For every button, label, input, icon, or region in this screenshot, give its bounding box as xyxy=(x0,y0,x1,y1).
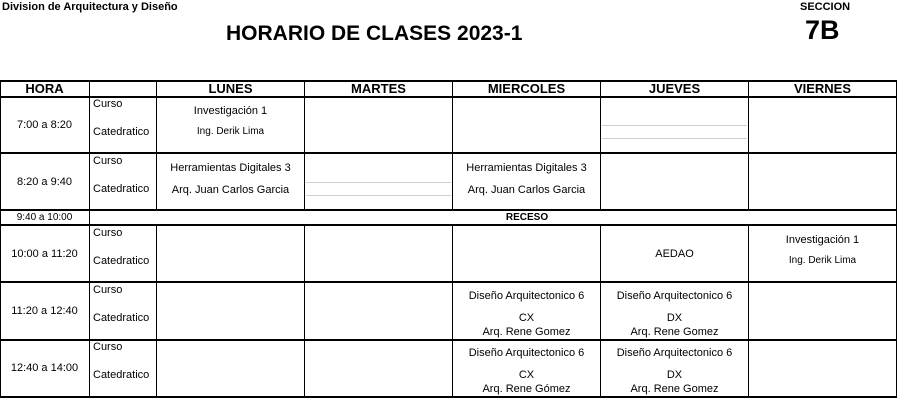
course-name: Diseño Arquitectonico 6 xyxy=(616,347,733,359)
course-name: Diseño Arquitectonico 6 xyxy=(468,347,585,359)
course-name: Investigación 1 xyxy=(193,105,268,117)
cell-divider xyxy=(602,138,747,139)
teacher-name: Ing. Derik Lima xyxy=(196,126,265,137)
schedule-table xyxy=(0,80,897,398)
row-label-course: Curso xyxy=(93,98,123,110)
table-rule xyxy=(304,225,305,398)
class-cell xyxy=(453,341,600,396)
class-cell xyxy=(157,97,304,152)
header-hora: HORA xyxy=(25,81,64,96)
table-rule xyxy=(304,80,305,209)
page-title: HORARIO DE CLASES 2023-1 xyxy=(226,22,523,45)
row-label-course: Curso xyxy=(93,341,123,353)
row-label-course: Curso xyxy=(93,155,123,167)
row-label-teacher: Catedratico xyxy=(93,312,150,324)
table-rule xyxy=(156,225,157,398)
group-code: CX xyxy=(518,312,535,324)
table-rule xyxy=(0,339,897,341)
header-day-lunes: LUNES xyxy=(208,81,253,96)
cell-divider xyxy=(602,125,747,126)
time-slot: 12:40 a 14:00 xyxy=(10,362,79,374)
section-label: SECCION xyxy=(800,1,851,13)
class-cell xyxy=(453,283,600,339)
class-cell xyxy=(749,226,896,281)
cell-divider xyxy=(306,195,451,196)
cell-divider xyxy=(306,182,451,183)
table-rule xyxy=(0,152,897,154)
table-rule xyxy=(0,281,897,283)
group-code: DX xyxy=(666,312,683,324)
table-rule xyxy=(0,209,897,211)
class-cell xyxy=(601,283,748,339)
row-label-teacher: Catedratico xyxy=(93,183,150,195)
section-value: 7B xyxy=(805,15,840,45)
header-day-jueves: JUEVES xyxy=(648,81,701,96)
row-label-teacher: Catedratico xyxy=(93,126,150,138)
group-code: DX xyxy=(666,369,683,381)
table-rule xyxy=(89,80,90,398)
teacher-name: Ing. Derik Lima xyxy=(788,255,857,266)
class-cell xyxy=(453,154,600,209)
header-day-viernes: VIERNES xyxy=(793,81,852,96)
class-cell xyxy=(157,154,304,209)
table-rule xyxy=(748,80,749,209)
header-day-martes: MARTES xyxy=(351,81,406,96)
class-cell xyxy=(601,226,748,281)
table-rule xyxy=(0,396,897,398)
row-label-teacher: Catedratico xyxy=(93,255,150,267)
teacher-name: Arq. Rene Gomez xyxy=(482,326,571,338)
row-label-course: Curso xyxy=(93,284,123,296)
course-name: Herramientas Digitales 3 xyxy=(170,162,291,174)
teacher-name: Arq. Rene Gomez xyxy=(630,326,719,338)
time-slot: 8:20 a 9:40 xyxy=(16,176,73,188)
time-slot: 7:00 a 8:20 xyxy=(16,119,73,131)
row-label-course: Curso xyxy=(93,227,123,239)
course-name: Investigación 1 xyxy=(785,234,860,246)
table-rule xyxy=(0,96,897,98)
header-day-miercoles: MIERCOLES xyxy=(487,81,566,96)
time-slot: 10:00 a 11:20 xyxy=(11,248,78,260)
teacher-name: Arq. Juan Carlos Garcia xyxy=(171,184,290,196)
table-rule xyxy=(600,80,601,209)
teacher-name: Arq. Rene Gomez xyxy=(630,383,719,395)
table-rule xyxy=(896,80,897,398)
class-cell xyxy=(601,341,748,396)
time-slot: 11:20 a 12:40 xyxy=(11,305,78,317)
break-time: 9:40 a 10:00 xyxy=(16,212,73,223)
teacher-name: Arq. Rene Gómez xyxy=(482,383,571,395)
department-name: Division de Arquitectura y Diseño xyxy=(2,1,178,13)
group-code: CX xyxy=(518,369,535,381)
course-name: Diseño Arquitectonico 6 xyxy=(468,290,585,302)
course-name: Diseño Arquitectonico 6 xyxy=(616,290,733,302)
row-label-teacher: Catedratico xyxy=(93,369,150,381)
course-name: AEDAO xyxy=(655,248,694,260)
break-label: RECESO xyxy=(505,212,549,223)
teacher-name: Arq. Juan Carlos Garcia xyxy=(467,184,586,196)
course-name: Herramientas Digitales 3 xyxy=(466,162,587,174)
